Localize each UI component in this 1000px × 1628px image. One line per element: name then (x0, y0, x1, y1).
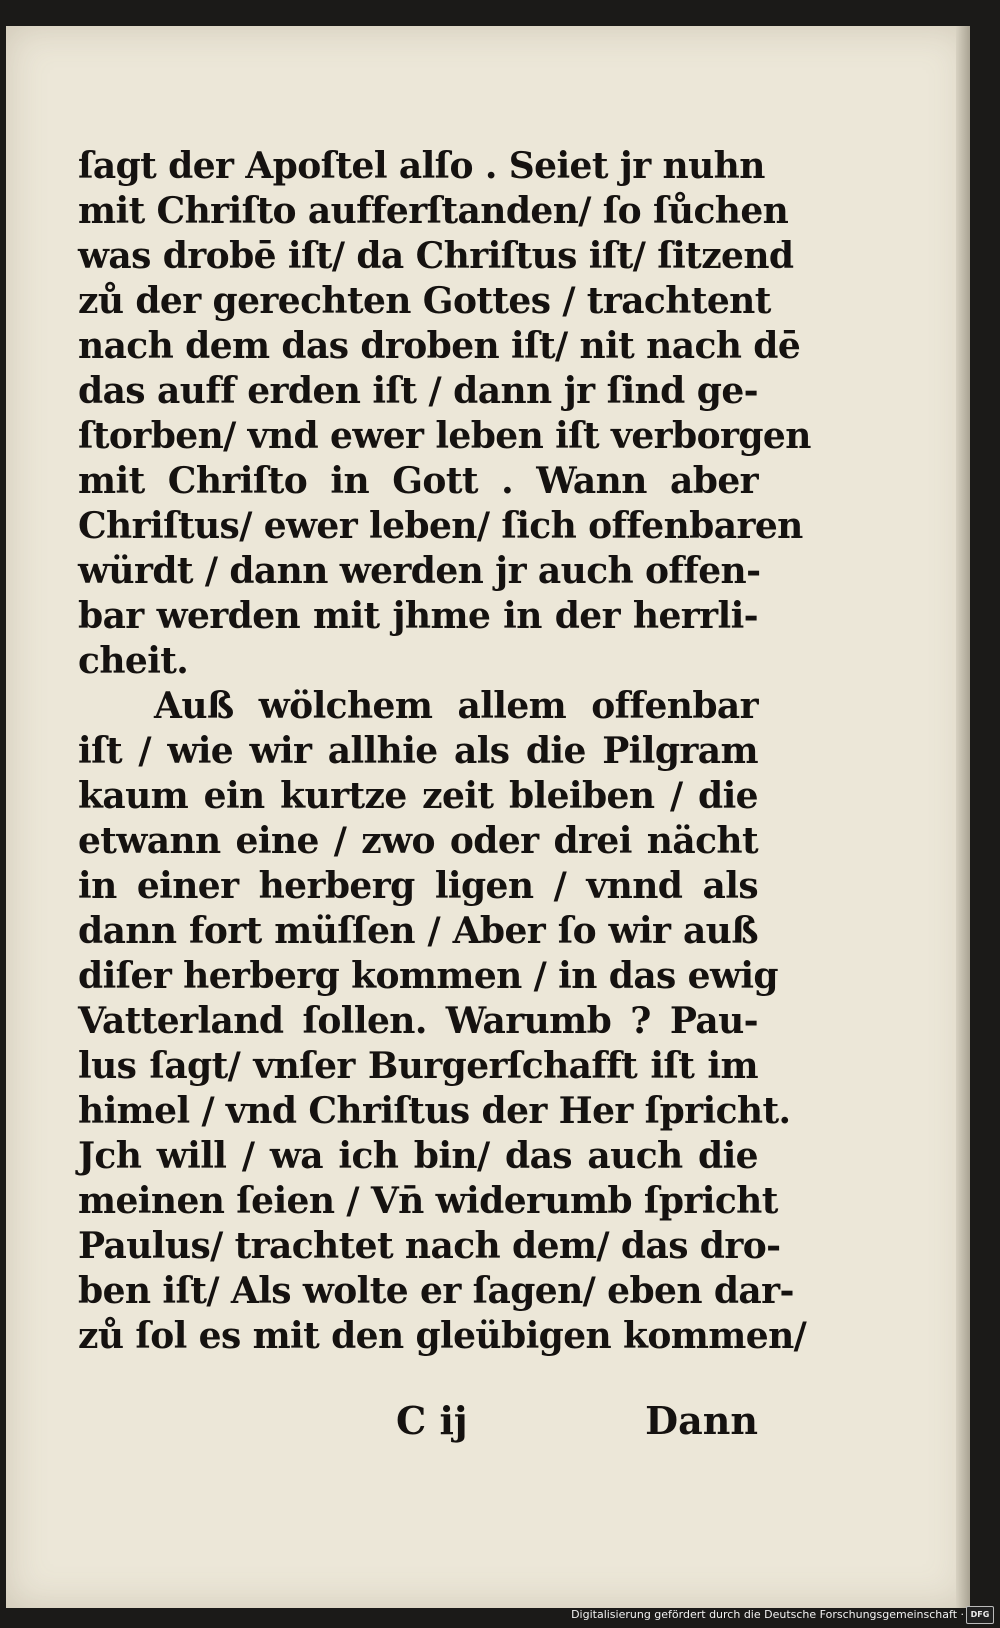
text-line: diſer herberg kommen / in das ewig (78, 955, 778, 997)
text-line: bar werden mit jhme in der herrli- (78, 595, 758, 637)
text-line: Paulus/ trachtet nach dem/ das dro- (78, 1225, 781, 1267)
text-line: mit Chriſto in Gott . Wann aber (78, 460, 758, 502)
text-line: ſagt der Apoſtel alſo . Seiet jr nuhn (78, 145, 765, 187)
book-page (6, 26, 970, 1608)
text-line: mit Chriſto aufferſtanden/ ſo ſůchen (78, 190, 789, 232)
text-line: dann fort müſſen / Aber ſo wir auß (78, 910, 758, 952)
text-block (78, 144, 811, 1359)
text-line: iſt / wie wir allhie als die Pilgram (78, 730, 758, 772)
text-line: zů ſol es mit den gleübigen kommen/ (78, 1315, 807, 1357)
text-line: das auff erden iſt / dann jr ſind ge- (78, 370, 758, 412)
text-line: cheit. (78, 640, 189, 682)
text-line: nach dem das droben iſt/ nit nach dē (78, 325, 801, 367)
text-line: himel / vnd Chriſtus der Her ſpricht. (78, 1090, 791, 1132)
text-line: würdt / dann werden jr auch offen- (78, 550, 761, 592)
paragraph-start-line: Auß wölchem allem offenbar (154, 685, 758, 727)
page-edge (956, 26, 970, 1608)
text-line: Vatterland ſollen. Warumb ? Pau- (78, 1000, 758, 1042)
catchword: Dann (645, 1398, 758, 1443)
text-line: zů der gerechten Gottes / trachtent (78, 280, 771, 322)
digitization-credit: Digitalisierung gefördert durch die Deutsche Forschungsgemeinschaft · (571, 1608, 964, 1621)
text-line: etwann eine / zwo oder drei nächt (78, 820, 758, 862)
text-line: Jch will / wa ich bin/ das auch die (78, 1135, 758, 1177)
text-line: ſtorben/ vnd ewer leben iſt verborgen (78, 415, 811, 457)
text-line: meinen ſeien / Vn̄ widerumb ſpricht (78, 1180, 778, 1222)
text-line: lus ſagt/ vnſer Burgerſchafft iſt im (78, 1045, 758, 1087)
text-line: ben iſt/ Als wolte er ſagen/ eben dar- (78, 1270, 794, 1312)
text-line: Chriſtus/ ewer leben/ ſich offenbaren (78, 505, 803, 547)
text-line: was drobē iſt/ da Chriſtus iſt/ ſitzend (78, 235, 794, 277)
text-line: in einer herberg ligen / vnnd als (78, 865, 758, 907)
page-footer (78, 1398, 758, 1448)
dfg-logo: DFG (966, 1606, 994, 1624)
text-line: kaum ein kurtze zeit bleiben / die (78, 775, 758, 817)
signature-mark: C ij (396, 1398, 468, 1443)
